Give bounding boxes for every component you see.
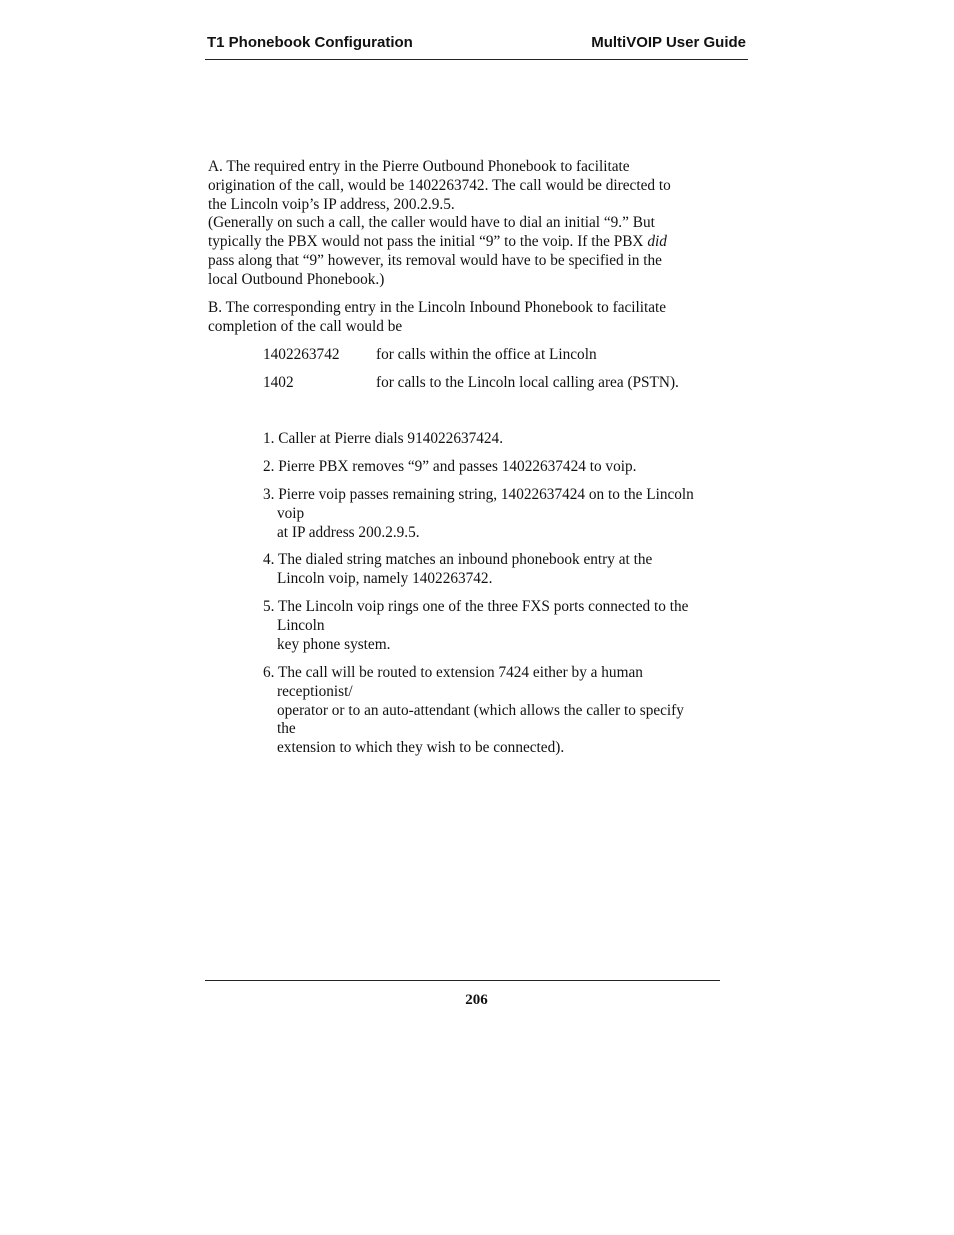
step-text: 5. The Lincoln voip rings one of the three FXS ports connected to the [263, 598, 689, 615]
entry-number: 1402263742 [263, 346, 340, 363]
text-line: (Generally on such a call, the caller would have to dial an initial “9.” But [208, 214, 655, 232]
step-item [263, 458, 753, 477]
text-line: B. The corresponding entry in the Lincoln Inbound Phonebook to facilitate [208, 299, 667, 316]
footer-divider [205, 980, 720, 981]
text-line: completion of the call would be [208, 317, 403, 335]
step-text: key phone system. [277, 635, 391, 653]
emphasis-text: did [647, 233, 667, 251]
step-text: 3. Pierre voip passes remaining string, 14022637424 on to the Lincoln [263, 486, 694, 503]
page-number: 206 [465, 992, 488, 1008]
section-title: T1 Phonebook Configuration [207, 34, 413, 51]
page-header [205, 32, 748, 60]
step-text: 6. The call will be routed to extension 7424 either by a human [263, 664, 643, 681]
text-line: origination of the call, would be 1402263742. The call would be directed to [208, 176, 671, 194]
step-item [263, 486, 753, 542]
paragraph-b [208, 299, 748, 337]
step-text: 1. Caller at Pierre dials 914022637424. [263, 430, 504, 447]
text-line: the Lincoln voip’s IP address, 200.2.9.5. [208, 195, 455, 213]
step-text: 4. The dialed string matches an inbound phonebook entry at the [263, 551, 653, 568]
paragraph-a [208, 158, 748, 290]
entry-description: for calls to the Lincoln local calling area (PSTN). [376, 374, 679, 391]
step-item [263, 598, 753, 654]
text-span: typically the PBX would not pass the initial “9” to the voip. If the PBX [208, 233, 648, 251]
entry-description: for calls within the office at Lincoln [376, 346, 597, 363]
text-line [208, 233, 748, 252]
step-text: extension to which they wish to be connected). [277, 739, 565, 757]
step-text: voip [277, 504, 305, 522]
entry-number: 1402 [263, 374, 294, 391]
step-text: Lincoln voip, namely 1402263742. [277, 569, 493, 587]
text-line: local Outbound Phonebook.) [208, 270, 385, 288]
guide-title: MultiVOIP User Guide [591, 34, 746, 51]
step-text: Lincoln [277, 616, 325, 634]
step-text: receptionist/ [277, 682, 353, 700]
step-item [263, 430, 753, 449]
text-line: pass along that “9” however, its removal would have to be specified in the [208, 251, 662, 269]
step-item [263, 664, 753, 758]
step-text: the [277, 720, 296, 738]
step-text: 2. Pierre PBX removes “9” and passes 14022637424 to voip. [263, 458, 637, 475]
step-text: operator or to an auto-attendant (which allows the caller to specify [277, 701, 684, 719]
step-text: at IP address 200.2.9.5. [277, 523, 420, 541]
step-item [263, 551, 753, 589]
text-line: A. The required entry in the Pierre Outbound Phonebook to facilitate [208, 158, 630, 175]
